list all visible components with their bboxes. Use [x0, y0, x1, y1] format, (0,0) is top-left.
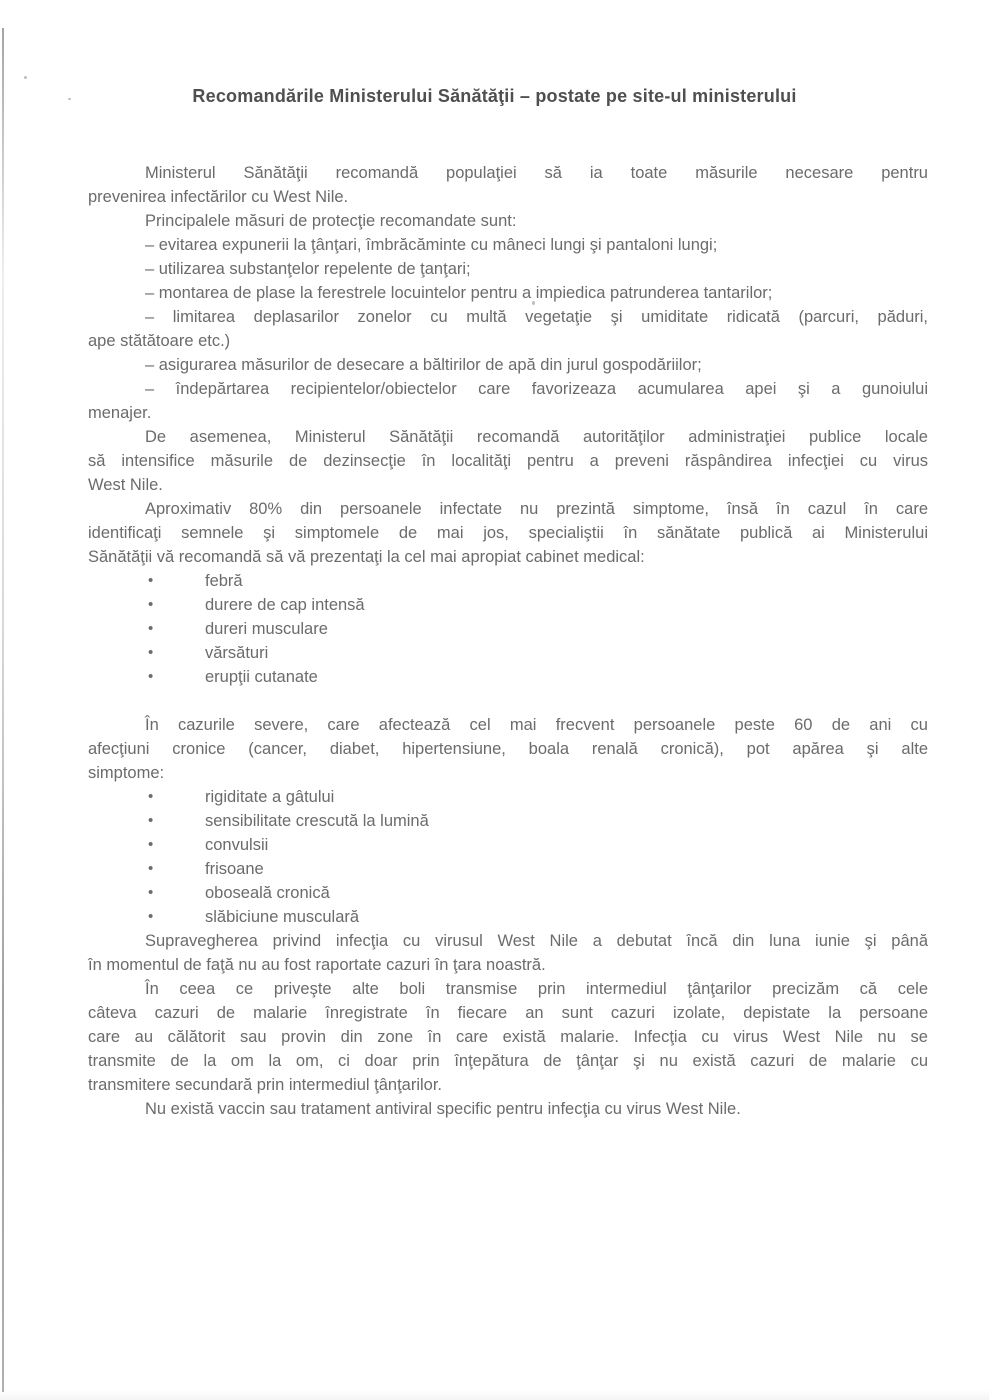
text-line: West Nile. [88, 476, 163, 494]
bullet-label: sensibilitate crescută la lumină [205, 812, 429, 830]
paragraph [88, 497, 928, 569]
text-line: De asemenea, Ministerul Sănătăţii recomandă autorităţilor administraţiei publice locale [145, 428, 928, 446]
bullet-label: febră [205, 572, 243, 590]
paragraph [88, 233, 928, 257]
bullet-item [88, 833, 928, 857]
text-line: identificaţi semnele şi simptomele de mai jos, specialiştii în sănătate publică ai Ministerului [88, 524, 928, 542]
bullet-icon: • [148, 836, 154, 853]
paragraph [88, 257, 928, 281]
text-line: câteva cazuri de malarie înregistrate în fiecare an sunt cazuri izolate, depistate la persoane [88, 1004, 928, 1022]
bullet-icon: • [148, 908, 154, 925]
paragraph [88, 713, 928, 785]
bullet-item [88, 905, 928, 929]
paragraph [88, 305, 928, 353]
bullet-label: durere de cap intensă [205, 596, 365, 614]
bullet-label: rigiditate a gâtului [205, 788, 335, 806]
text-line: – limitarea deplasarilor zonelor cu multă vegetaţie şi umiditate ridicată (parcuri, păduri, [145, 308, 928, 326]
text-line: În ceea ce priveşte alte boli transmise prin intermediul ţânţarilor precizăm că cele [145, 980, 928, 998]
bullet-item [88, 785, 928, 809]
text-line: în momentul de faţă nu au fost raportate cazuri în ţara noastră. [88, 956, 546, 974]
paragraph [88, 425, 928, 497]
text-line: Nu există vaccin sau tratament antiviral specific pentru infecţia cu virus West Nile. [145, 1100, 741, 1118]
text-line: transmite de la om la om, ci doar prin înţepătura de ţânţar şi nu există cazuri de malarie cu [88, 1052, 928, 1070]
bullet-icon: • [148, 596, 154, 613]
text-line: transmitere secundară prin intermediul ţânţarilor. [88, 1076, 443, 1094]
bullet-icon: • [148, 812, 154, 829]
text-line: afecţiuni cronice (cancer, diabet, hipertensiune, boala renală cronică), pot apărea şi alte [88, 740, 928, 758]
bullet-icon: • [148, 788, 154, 805]
bullet-item [88, 569, 928, 593]
bullet-item [88, 881, 928, 905]
text-line: care au călătorit sau provin din zone în care există malarie. Infecţia cu virus West Nile nu se [88, 1028, 928, 1046]
bullet-item [88, 617, 928, 641]
scan-bottom-artifact [0, 1390, 989, 1400]
bullet-icon: • [148, 620, 154, 637]
text-line: – utilizarea substanţelor repelente de ţanţari; [145, 260, 471, 278]
bullet-label: dureri musculare [205, 620, 328, 638]
text-line: Supravegherea privind infecţia cu virusul West Nile a debutat încă din luna iunie şi până [145, 932, 928, 950]
bullet-icon: • [148, 644, 154, 661]
bullet-label: convulsii [205, 836, 269, 854]
text-line: Ministerul Sănătăţii recomandă populaţiei să ia toate măsurile necesare pentru [145, 164, 928, 182]
bullet-label: erupţii cutanate [205, 668, 318, 686]
text-line: Aproximativ 80% din persoanele infectate nu prezintă simptome, însă în cazul în care [145, 500, 928, 518]
paragraph [88, 377, 928, 425]
bullet-icon: • [148, 860, 154, 877]
text-line: ape stătătoare etc.) [88, 332, 231, 350]
bullet-label: vărsături [205, 644, 269, 662]
document-body [88, 161, 928, 1121]
scan-speck [24, 76, 27, 79]
text-line: Sănătăţii vă recomandă să vă prezentaţi la cel mai apropiat cabinet medical: [88, 548, 645, 566]
bullet-label: frisoane [205, 860, 264, 878]
paragraph [88, 1097, 928, 1121]
bullet-item [88, 593, 928, 617]
text-line: menajer. [88, 404, 152, 422]
text-line: să intensifice măsurile de dezinsecţie în localităţi pentru a preveni răspândirea infecţiei cu virus [88, 452, 928, 470]
paragraph [88, 353, 928, 377]
bullet-label: oboseală cronică [205, 884, 330, 902]
text-line: – montarea de plase la ferestrele locuintelor pentru a impiedica patrunderea tantarilor; [145, 284, 773, 302]
text-line: – asigurarea măsurilor de desecare a băltirilor de apă din jurul gospodăriilor; [145, 356, 702, 374]
bullet-item [88, 641, 928, 665]
text-line: – îndepărtarea recipientelor/obiectelor care favorizeaza acumularea apei şi a gunoiului [145, 380, 928, 398]
bullet-item [88, 857, 928, 881]
paragraph [88, 977, 928, 1097]
document-title: Recomandările Ministerului Sănătăţii – postate pe site-ul ministerului [192, 86, 797, 106]
bullet-label: slăbiciune musculară [205, 908, 360, 926]
bullet-icon: • [148, 572, 154, 589]
bullet-item [88, 809, 928, 833]
paragraph [88, 929, 928, 977]
text-line: simptome: [88, 764, 165, 782]
text-line: Principalele măsuri de protecţie recomandate sunt: [145, 212, 517, 230]
text-line: În cazurile severe, care afectează cel mai frecvent persoanele peste 60 de ani cu [145, 716, 928, 734]
blank-line [88, 689, 928, 713]
bullet-icon: • [148, 884, 154, 901]
paragraph [88, 161, 928, 209]
paragraph [88, 281, 928, 305]
scan-edge-artifact [2, 28, 4, 1392]
bullet-icon: • [148, 668, 154, 685]
text-line: – evitarea expunerii la ţânţari, îmbrăcăminte cu mâneci lungi şi pantaloni lungi; [145, 236, 718, 254]
bullet-item [88, 665, 928, 689]
text-line: prevenirea infectărilor cu West Nile. [88, 188, 349, 206]
paragraph [88, 209, 928, 233]
